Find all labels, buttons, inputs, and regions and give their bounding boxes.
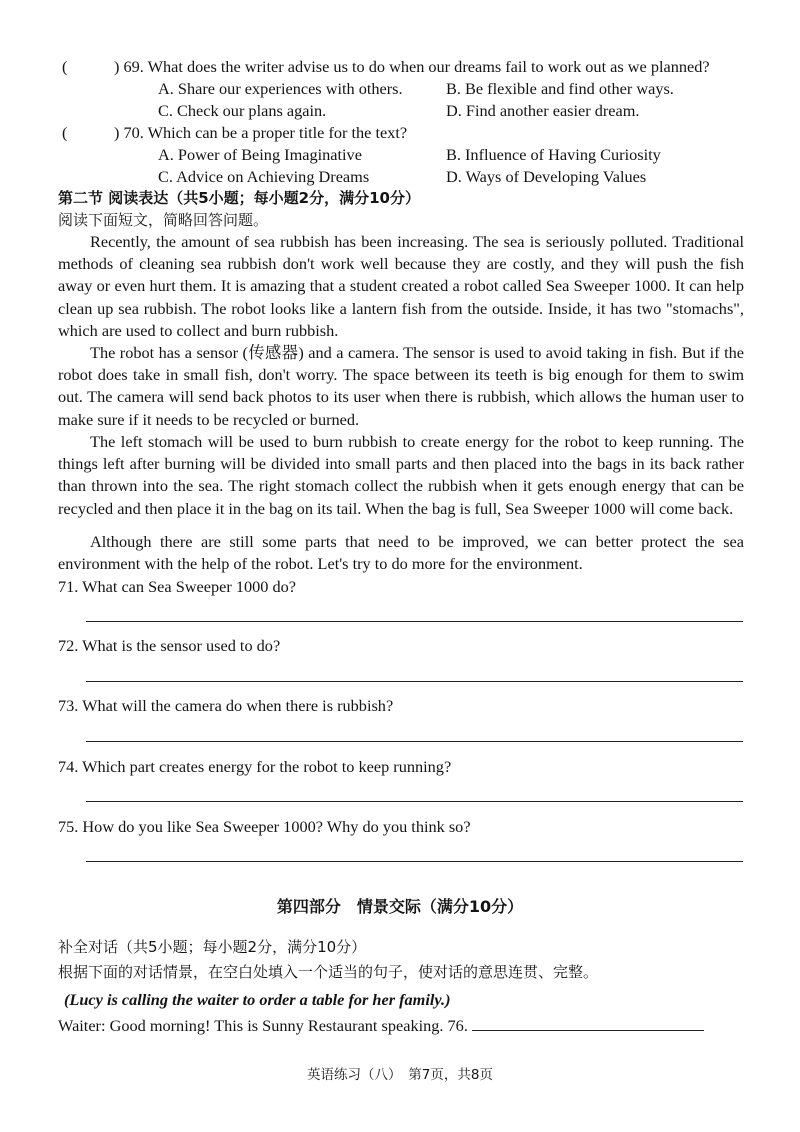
- question-71: 71. What can Sea Sweeper 1000 do?: [58, 577, 296, 596]
- page-footer: 英语练习（八） 第7页，共8页: [307, 1067, 493, 1083]
- section-instruction: 阅读下面短文，简略回答问题。: [58, 211, 269, 229]
- passage-paragraph-3: The left stomach will be used to burn rubbish to create energy for the robot to keep running. The things left after burning will be divided into small parts and then placed into the bags in its back rather than thrown into the sea. The right stomach collect the rubbish when it gets enough energy that can be recycled and then place it in the bag on its tail. When the bag is full, Sea Sweeper 1000 will come back.: [58, 432, 744, 518]
- answer-blank-76[interactable]: [472, 1014, 704, 1031]
- question-70-stem: ) 70. Which can be a proper title for the text?: [114, 123, 408, 142]
- option-70-a: A. Power of Being Imaginative: [158, 145, 362, 164]
- option-69-c: C. Check our plans again.: [158, 101, 327, 120]
- answer-line-71[interactable]: [86, 621, 743, 622]
- option-69-b: B. Be flexible and find other ways.: [446, 79, 674, 98]
- question-73: 73. What will the camera do when there is rubbish?: [58, 696, 394, 715]
- answer-bracket-69[interactable]: (: [62, 57, 68, 76]
- answer-line-75[interactable]: [86, 861, 743, 862]
- answer-bracket-70[interactable]: (: [62, 123, 68, 142]
- question-75: 75. How do you like Sea Sweeper 1000? Why do you think so?: [58, 817, 471, 836]
- passage-paragraph-2: The robot has a sensor (传感器) and a camera. The sensor is used to avoid taking in fish. But if the robot does take in small fish, don't worry. The space between its teeth is big enough for them to swim out. The camera will send back photos to its user when there is rubbish, which allows the human user to make sure if it needs to be recycled or burned.: [58, 343, 744, 429]
- option-70-d: D. Ways of Developing Values: [446, 167, 647, 186]
- option-69-d: D. Find another easier dream.: [446, 101, 640, 120]
- question-70: [62, 122, 752, 144]
- dialogue-context: (Lucy is calling the waiter to order a table for her family.): [64, 990, 451, 1009]
- part-heading: 第四部分 情景交际（满分10分）: [276, 897, 524, 916]
- question-72: 72. What is the sensor used to do?: [58, 636, 281, 655]
- answer-line-74[interactable]: [86, 801, 743, 802]
- section-heading: 第二节 阅读表达（共5小题；每小题2分，满分10分）: [58, 189, 420, 207]
- part-sub-heading: 补全对话（共5小题；每小题2分，满分10分）: [58, 938, 367, 956]
- option-70-b: B. Influence of Having Curiosity: [446, 145, 661, 164]
- part-instruction: 根据下面的对话情景，在空白处填入一个适当的句子，使对话的意思连贯、完整。: [58, 963, 599, 981]
- passage-paragraph-1: Recently, the amount of sea rubbish has been increasing. The sea is seriously polluted. Traditional methods of cleaning sea rubbish don't work well because they are costly, and they will push the fish away or even hurt them. It is amazing that a student created a robot called Sea Sweeper 1000. It can help clean up sea rubbish. The robot looks like a lantern fish from the outside. Inside, it has two "stomachs", which are used to collect and burn rubbish.: [58, 232, 744, 340]
- option-69-a: A. Share our experiences with others.: [158, 79, 403, 98]
- question-69-stem: ) 69. What does the writer advise us to do when our dreams fail to work out as we planned?: [114, 57, 710, 76]
- dialogue-line-76: [58, 1014, 704, 1037]
- answer-line-72[interactable]: [86, 681, 743, 682]
- passage-paragraph-4: Although there are still some parts that need to be improved, we can better protect the sea environment with the help of the robot. Let's try to do more for the environment.: [58, 532, 744, 574]
- option-70-c: C. Advice on Achieving Dreams: [158, 167, 370, 186]
- answer-line-73[interactable]: [86, 741, 743, 742]
- dialogue-line-76-text: Waiter: Good morning! This is Sunny Restaurant speaking. 76.: [58, 1016, 468, 1035]
- question-74: 74. Which part creates energy for the robot to keep running?: [58, 757, 452, 776]
- question-69: [62, 56, 752, 78]
